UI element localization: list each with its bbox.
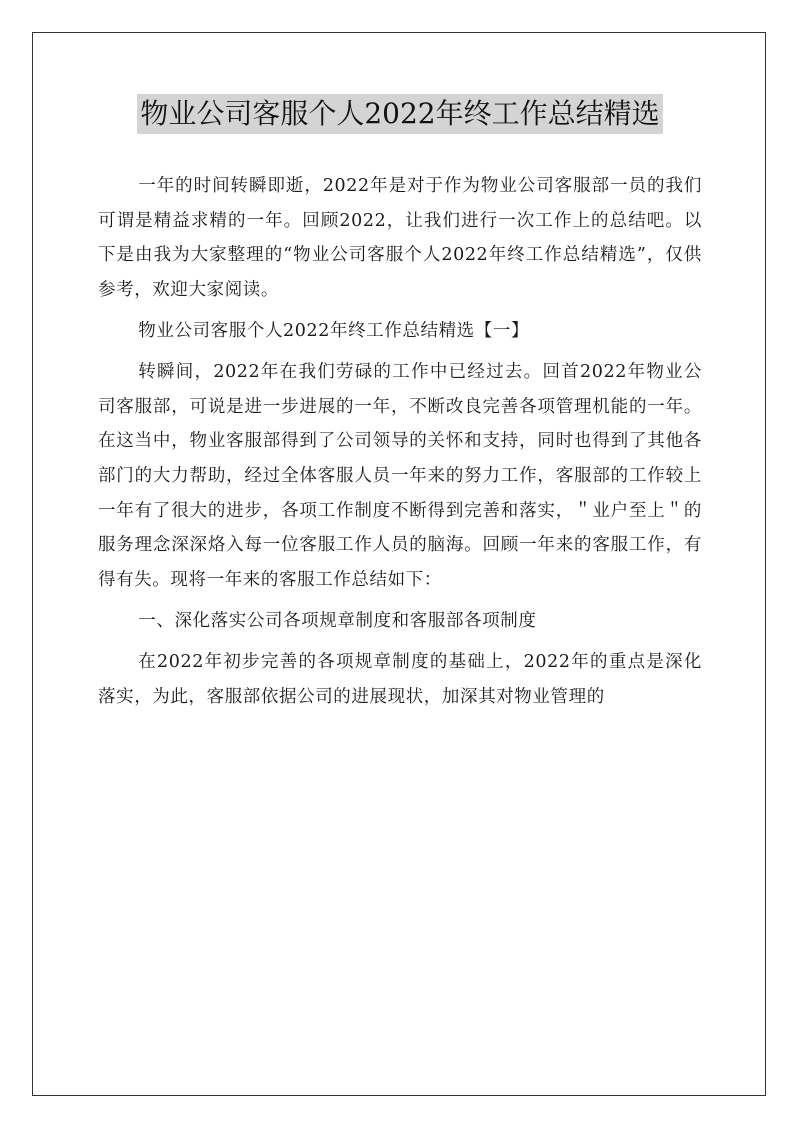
section-heading-one: 物业公司客服个人2022年终工作总结精选【一】	[138, 320, 530, 341]
document-body	[98, 169, 702, 721]
document-title: 物业公司客服个人2022年终工作总结精选	[137, 94, 662, 134]
subsection-heading: 一、深化落实公司各项规章制度和客服部各项制度	[138, 610, 537, 631]
intro-paragraph: 一年的时间转瞬即逝，2022年是对于作为物业公司客服部一员的我们可谓是精益求精的一年。回顾2022，让我们进行一次工作上的总结吧。以下是由我为大家整理的“物业公司客服个人2022年终工作总结精选”，仅供参考，欢迎大家阅读。	[98, 176, 702, 300]
body-paragraph: 在2022年初步完善的各项规章制度的基础上，2022年的重点是深化落实，为此，客服部依据公司的进展现状，加深其对物业管理的	[98, 652, 702, 707]
body-paragraph: 转瞬间，2022年在我们劳碌的工作中已经过去。回首2022年物业公司客服部，可说是进一步进展的一年，不断改良完善各项管理机能的一年。在这当中，物业客服部得到了公司领导的关怀和支持，同时也得到了其他各部门的大力帮助，经过全体客服人员一年来的努力工作，客服部的工作较上一年有了很大的进步，各项工作制度不断得到完善和落实，＂业户至上＂的服务理念深深烙入每一位客服工作人员的脑海。回顾一年来的客服工作，有得有失。现将一年来的客服工作总结如下：	[98, 362, 702, 590]
title-container	[0, 94, 800, 134]
